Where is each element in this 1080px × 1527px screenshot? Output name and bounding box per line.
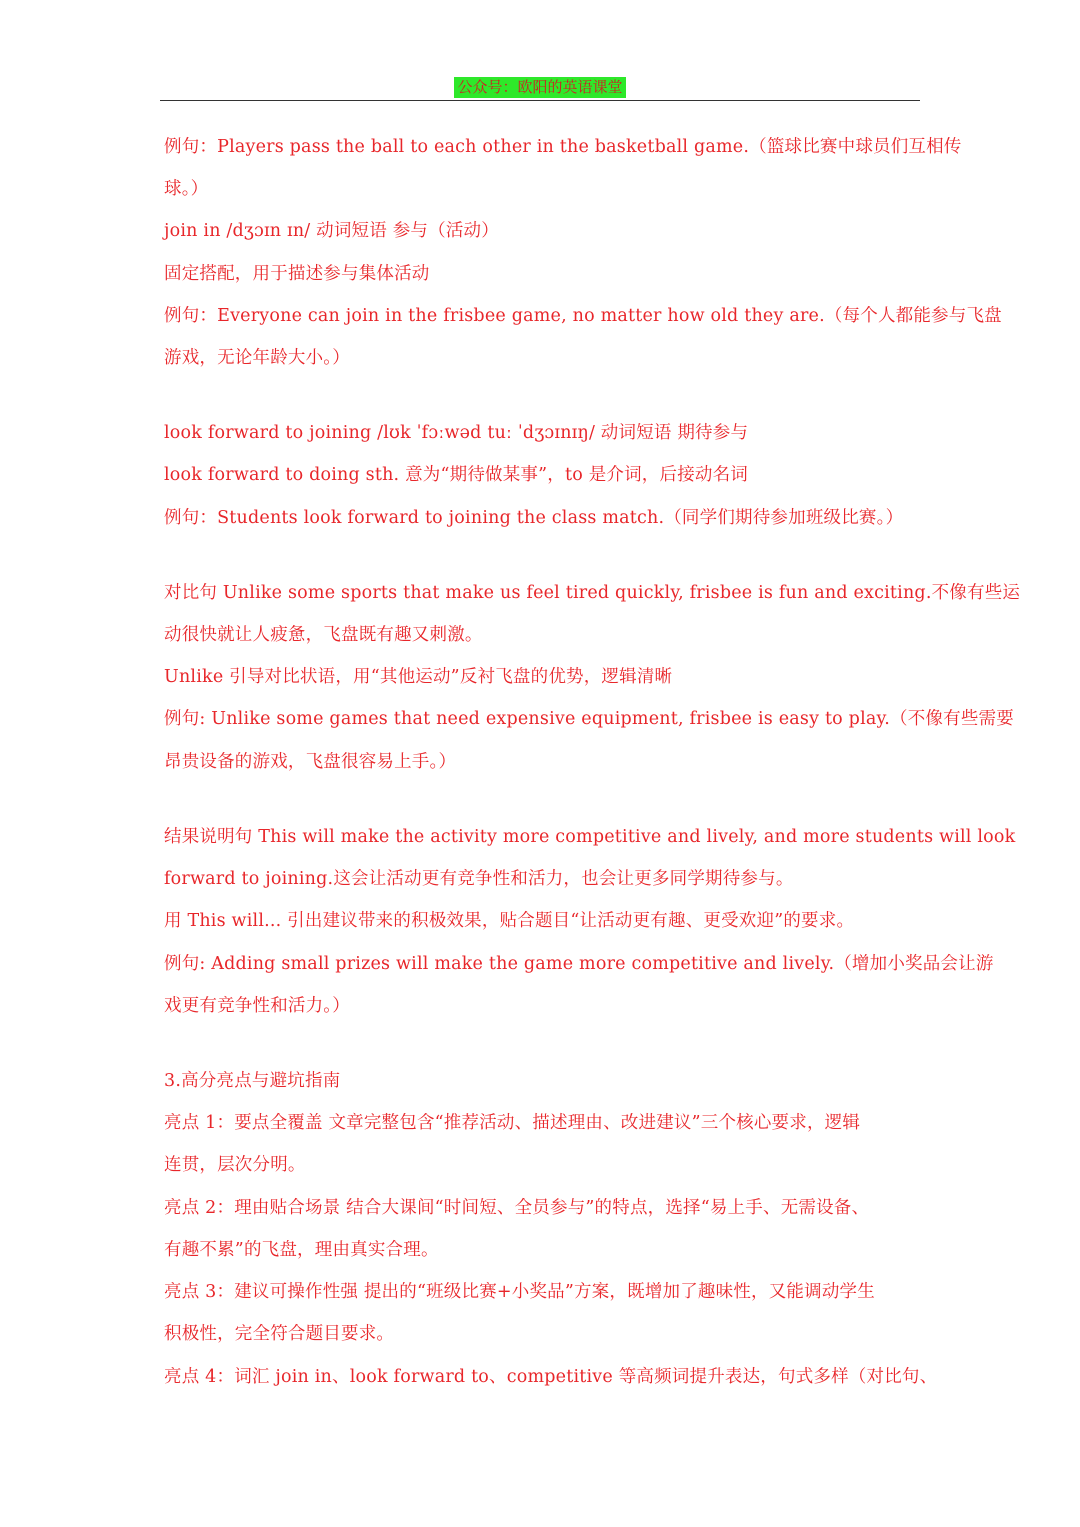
text-line: 结果说明句 This will make the activity more competitive and lively, and more students will look (164, 827, 1016, 847)
text-line: 亮点 2：理由贴合场景 结合大课间“时间短、全员参与”的特点，选择“易上手、无需设备、 (164, 1198, 870, 1218)
text-line: 积极性，完全符合题目要求。 (164, 1324, 395, 1344)
text-line: 例句：Students look forward to joining the class match.（同学们期待参加班级比赛。） (164, 508, 904, 528)
text-line: look forward to doing sth. 意为“期待做某事”，to 是介词，后接动名词 (164, 465, 748, 485)
section-heading: 3.高分亮点与避坑指南 (164, 1071, 341, 1091)
page-header (160, 76, 920, 101)
text-line: 戏更有竞争性和活力。） (164, 996, 350, 1016)
text-line: 昂贵设备的游戏，飞盘很容易上手。） (164, 752, 457, 772)
text-line: 例句: Adding small prizes will make the game more competitive and lively.（增加小奖品会让游 (164, 954, 994, 974)
text-line: 固定搭配，用于描述参与集体活动 (164, 264, 430, 284)
text-line: Unlike 引导对比状语，用“其他运动”反衬飞盘的优势，逻辑清晰 (164, 667, 673, 687)
text-line: 亮点 3：建议可操作性强 提出的“班级比赛+小奖品”方案，既增加了趣味性，又能调动学生 (164, 1282, 875, 1302)
header-label: 公众号：欧阳的英语课堂 (454, 77, 625, 98)
text-line: 用 This will... 引出建议带来的积极效果，贴合题目“让活动更有趣、更受欢迎”的要求。 (164, 911, 855, 931)
text-line: 对比句 Unlike some sports that make us feel tired quickly, frisbee is fun and exciting.不像有些运 (164, 583, 1021, 603)
text-line: 亮点 1：要点全覆盖 文章完整包含“推荐活动、描述理由、改进建议”三个核心要求，逻辑 (164, 1113, 861, 1133)
text-line: 游戏，无论年龄大小。） (164, 348, 350, 368)
text-line: 例句: Unlike some games that need expensive equipment, frisbee is easy to play.（不像有些需要 (164, 709, 1014, 729)
text-line: 球。） (164, 179, 209, 199)
text-line: 有趣不累”的飞盘，理由真实合理。 (164, 1240, 439, 1260)
text-line: join in /dʒɔɪn ɪn/ 动词短语 参与（活动） (164, 221, 499, 241)
text-line: look forward to joining /lʊk ˈfɔːwəd tuː ˈdʒɔɪnɪŋ/ 动词短语 期待参与 (164, 423, 749, 443)
text-line: 亮点 4：词汇 join in、look forward to、competitive 等高频词提升表达，句式多样（对比句、 (164, 1367, 938, 1387)
text-line: forward to joining.这会让活动更有竞争性和活力，也会让更多同学期待参与。 (164, 869, 794, 889)
text-line: 例句：Everyone can join in the frisbee game, no matter how old they are.（每个人都能参与飞盘 (164, 306, 1002, 326)
text-line: 动很快就让人疲惫，飞盘既有趣又刺激。 (164, 625, 483, 645)
text-line: 连贯，层次分明。 (164, 1155, 306, 1175)
text-line: 例句：Players pass the ball to each other in the basketball game.（篮球比赛中球员们互相传 (164, 137, 962, 157)
